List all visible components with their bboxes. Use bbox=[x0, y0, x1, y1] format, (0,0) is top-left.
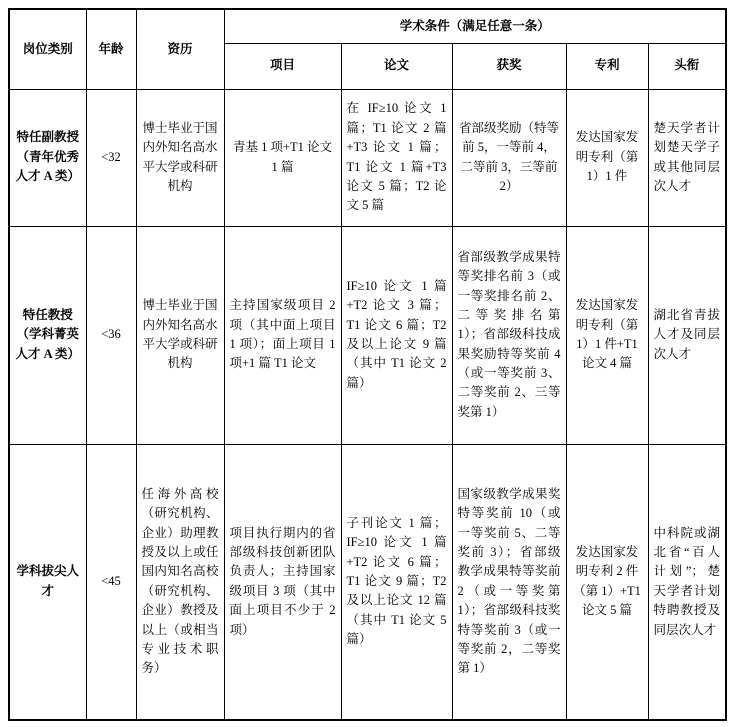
header-award: 获奖 bbox=[452, 43, 566, 89]
header-academic-conditions: 学术条件（满足任意一条） bbox=[224, 9, 726, 43]
cell-position: 特任副教授（青年优秀人才 A 类） bbox=[9, 89, 86, 226]
cell-qualification: 博士毕业于国内外知名高水平大学或科研机构 bbox=[136, 226, 224, 444]
cell-title: 楚天学者计划楚天学子或其他同层次人才 bbox=[648, 89, 726, 226]
header-project: 项目 bbox=[224, 43, 341, 89]
cell-project: 项目执行期内的省部级科技创新团队负责人；主持国家级项目 3 项（其中面上项目不少于 2 项） bbox=[224, 444, 341, 720]
cell-position: 特任教授（学科菁英人才 A 类） bbox=[9, 226, 86, 444]
header-paper: 论文 bbox=[341, 43, 452, 89]
cell-position: 学科拔尖人才 bbox=[9, 444, 86, 720]
cell-award: 省部级奖励（特等前 5，一等前 4，二等前 3，三等前 2） bbox=[452, 89, 566, 226]
cell-paper: 在 IF≥10 论文 1 篇；T1 论文 2 篇+T3 论文 1 篇；T1 论文 1 篇+T3 论文 5 篇；T2 论文 5 篇 bbox=[341, 89, 452, 226]
cell-project: 青基 1 项+T1 论文 1 篇 bbox=[224, 89, 341, 226]
cell-patent: 发达国家发明专利（第 1）1 件 bbox=[566, 89, 648, 226]
cell-qualification: 博士毕业于国内外知名高水平大学或科研机构 bbox=[136, 89, 224, 226]
cell-age: <36 bbox=[86, 226, 136, 444]
header-patent: 专利 bbox=[566, 43, 648, 89]
header-position-category: 岗位类别 bbox=[9, 9, 86, 89]
cell-title: 湖北省青拔人才及同层次人才 bbox=[648, 226, 726, 444]
table-row bbox=[9, 444, 726, 720]
cell-age: <32 bbox=[86, 89, 136, 226]
cell-title: 中科院或湖北省“百人计划”；楚天学者计划特聘教授及同层次人才 bbox=[648, 444, 726, 720]
cell-paper: IF≥10 论文 1 篇+T2 论文 3 篇；T1 论文 6 篇；T2 及以上论文 9 篇（其中 T1 论文 2 篇） bbox=[341, 226, 452, 444]
cell-patent: 发达国家发明专利（第 1）1 件+T1 论文 4 篇 bbox=[566, 226, 648, 444]
cell-award: 省部级教学成果特等奖排名前 3（或一等奖排名前 2、二等奖排名第 1）；省部级科技成果奖励特等奖前 4（或一等奖前 3、二等奖前 2、三等奖第 1） bbox=[452, 226, 566, 444]
cell-qualification: 任海外高校（研究机构、企业）助理教授及以上或任国内知名高校（研究机构、企业）教授及以上（或相当专业技术职务） bbox=[136, 444, 224, 720]
table-row bbox=[9, 226, 726, 444]
cell-project: 主持国家级项目 2 项（其中面上项目 1 项）；面上项目 1 项+1 篇 T1 论文 bbox=[224, 226, 341, 444]
cell-age: <45 bbox=[86, 444, 136, 720]
cell-patent: 发达国家发明专利 2 件（第 1）+T1 论文 5 篇 bbox=[566, 444, 648, 720]
header-qualification: 资历 bbox=[136, 9, 224, 89]
cell-paper: 子刊论文 1 篇；IF≥10 论文 1 篇+T2 论文 6 篇；T1 论文 9 篇；T2 及以上论文 12 篇（其中 T1 论文 5 篇） bbox=[341, 444, 452, 720]
header-row-top bbox=[9, 9, 726, 43]
recruitment-criteria-table bbox=[8, 8, 727, 721]
header-age: 年龄 bbox=[86, 9, 136, 89]
header-title: 头衔 bbox=[648, 43, 726, 89]
cell-award: 国家级教学成果奖特等奖前 10（或一等奖前 5、二等奖前 3）；省部级教学成果特等奖前 2（或一等奖第 1）；省部级科技奖特等奖前 3（或一等奖前 2，二等奖第 1） bbox=[452, 444, 566, 720]
table-row bbox=[9, 89, 726, 226]
